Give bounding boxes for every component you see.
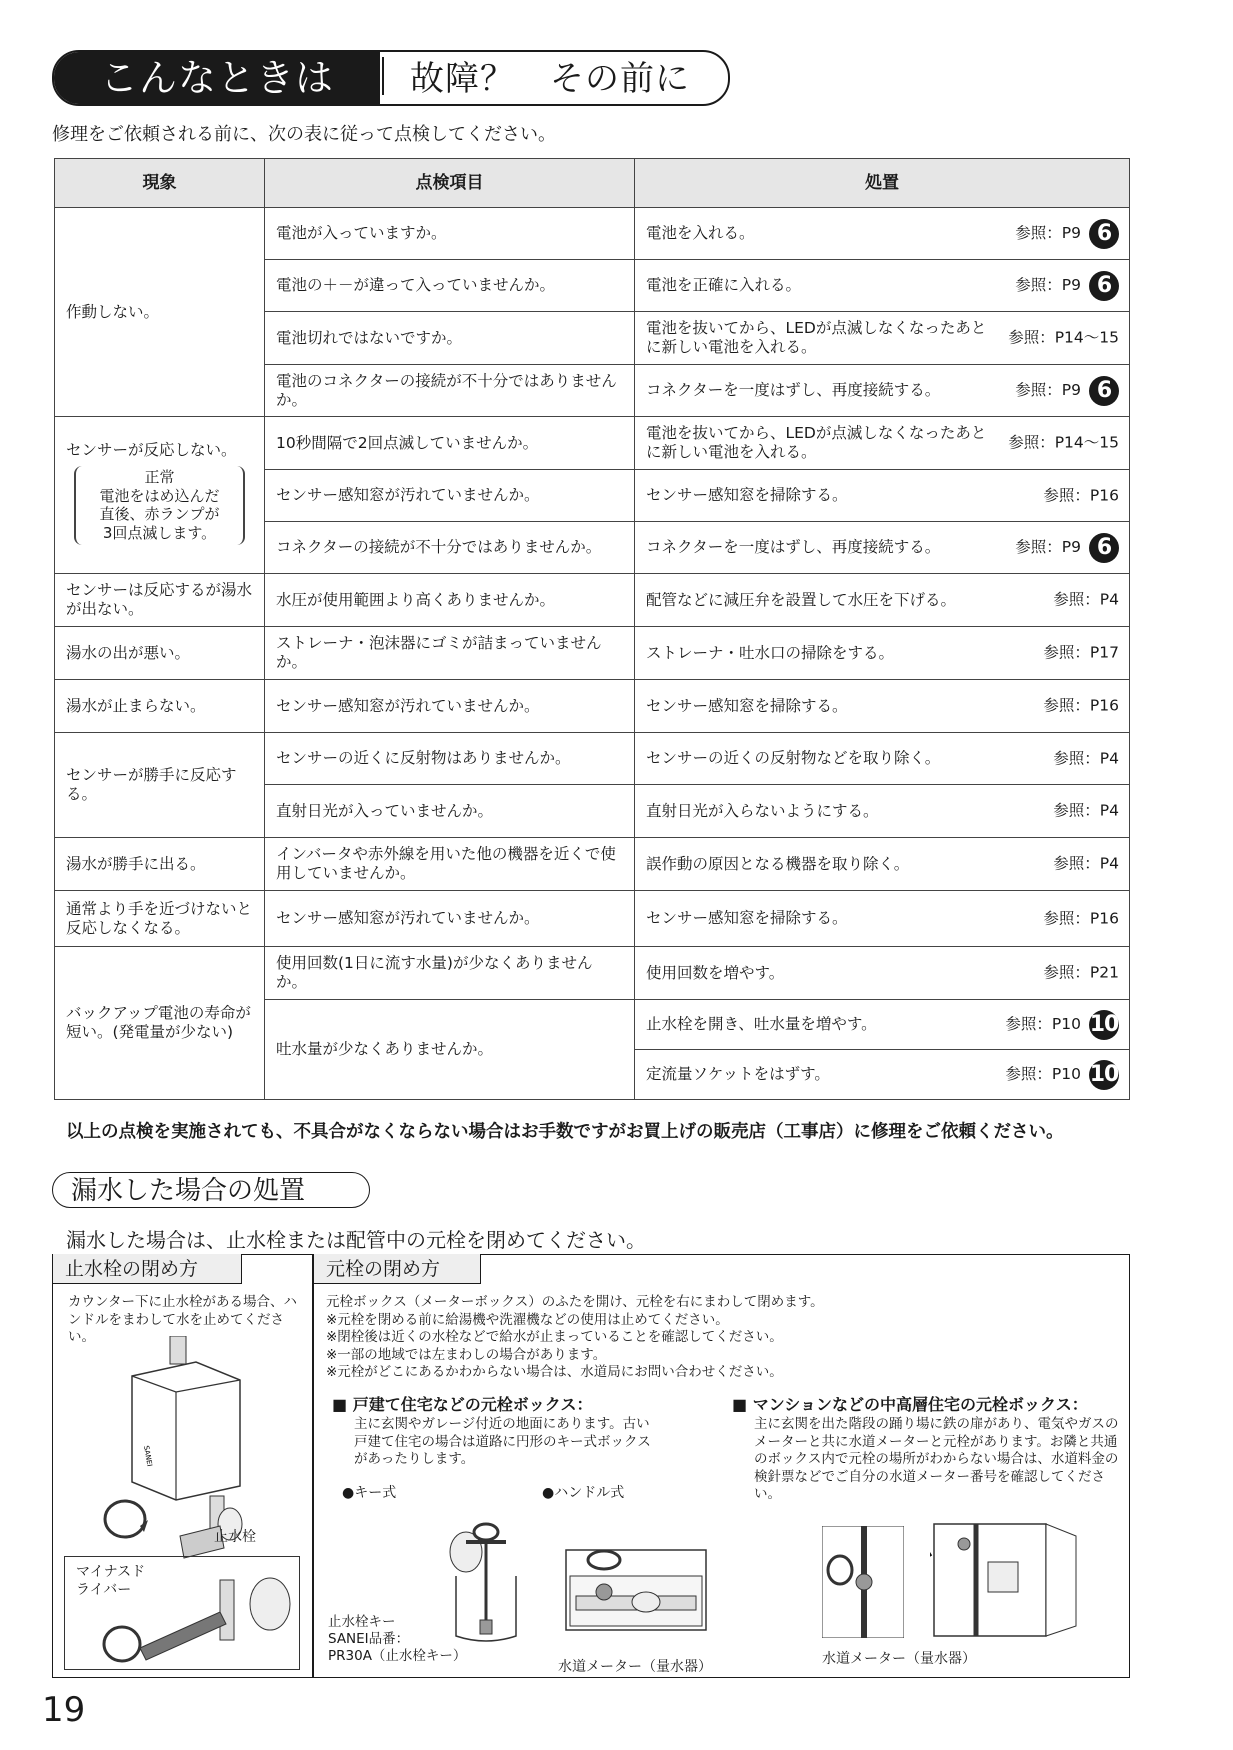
phenomenon-cell: 湯水の出が悪い。	[55, 627, 265, 680]
title-divider	[382, 57, 384, 95]
main-valve-heading: 元栓の閉め方	[313, 1254, 481, 1284]
ref-block	[1008, 434, 1119, 453]
check-cell: 吐水量が少なくありませんか。	[265, 1000, 635, 1100]
ref-block	[1015, 271, 1119, 301]
page-title-banner	[52, 50, 730, 106]
ref-text: 参照：P14～15	[1008, 433, 1119, 452]
action-cell	[635, 208, 1130, 260]
action-cell	[635, 260, 1130, 312]
handle-meter-box-illustration	[556, 1520, 716, 1650]
table-row	[55, 733, 1130, 785]
main-valve-line: ※閉栓後は近くの水栓などで給水が止まっていることを確認してください。	[326, 1329, 783, 1346]
phenomenon-text: センサーが反応しない。	[66, 441, 237, 460]
table-row	[55, 627, 1130, 680]
action-cell	[635, 680, 1130, 733]
ref-text: 参照：P10	[1005, 1065, 1081, 1084]
driver-label: マイナスドライバー	[76, 1564, 146, 1598]
check-cell: 直射日光が入っていませんか。	[265, 785, 635, 838]
handle-type-label: ●ハンドル式	[542, 1485, 625, 1501]
phenomenon-cell: 通常より手を近づけないと反応しなくなる。	[55, 891, 265, 947]
check-cell: コネクターの接続が不十分ではありませんか。	[265, 522, 635, 574]
page-title-sub: 故障？ その前に	[410, 59, 690, 99]
action-cell	[635, 785, 1130, 838]
key-label-line: PR30A（止水栓キー）	[328, 1647, 467, 1664]
ref-text: 参照：P21	[1043, 963, 1119, 982]
check-cell: 電池切れではないですか。	[265, 312, 635, 365]
screwdriver-illustration	[100, 1574, 296, 1666]
step-badge: 10	[1089, 1060, 1119, 1090]
action-text: センサーの近くの反射物などを取り除く。	[646, 749, 941, 768]
main-valve-line: ※一部の地域では左まわしの場合があります。	[326, 1346, 607, 1363]
action-text: 直射日光が入らないようにする。	[646, 801, 879, 820]
action-text: 電池を入れる。	[646, 224, 755, 243]
check-cell: ストレーナ・泡沫器にゴミが詰まっていませんか。	[265, 627, 635, 680]
note-line: 電池をはめ込んだ	[99, 486, 220, 505]
table-header-row	[55, 159, 1130, 208]
ref-block	[1053, 802, 1119, 821]
check-cell: センサー感知窓が汚れていませんか。	[265, 470, 635, 522]
meter-label: 水道メーター（量水器）	[558, 1659, 712, 1675]
phenomenon-cell: バックアップ電池の寿命が短い。(発電量が少ない)	[55, 947, 265, 1100]
step-badge: 10	[1089, 1010, 1119, 1040]
leak-box-divider	[312, 1254, 314, 1678]
main-valve-line: 元栓ボックス（メーターボックス）のふたを開け、元栓を右にまわして閉めます。	[326, 1294, 824, 1310]
stop-valve-desc: カウンター下に止水栓がある場合、ハンドルをまわして水を止めてください。	[68, 1294, 297, 1346]
key-label-line: SANEI品番：	[328, 1630, 410, 1647]
table-row	[55, 947, 1130, 1000]
ref-block	[1043, 909, 1119, 928]
table-row	[55, 680, 1130, 733]
check-cell: センサー感知窓が汚れていませんか。	[265, 891, 635, 947]
action-cell	[635, 947, 1130, 1000]
table-row	[55, 417, 1130, 470]
ref-block	[1043, 964, 1119, 983]
action-cell	[635, 574, 1130, 627]
leak-section-title: 漏水した場合の処置	[52, 1172, 370, 1208]
key-label-line: 止水栓キー	[328, 1614, 396, 1630]
action-text: ストレーナ・吐水口の掃除をする。	[646, 643, 895, 662]
action-text: センサー感知窓を掃除する。	[646, 909, 848, 928]
mansion-box-heading: ■ マンションなどの中高層住宅の元栓ボックス：	[732, 1395, 1088, 1414]
phenomenon-cell: センサーが勝手に反応する。	[55, 733, 265, 838]
action-text: コネクターを一度はずし、再度接続する。	[646, 381, 941, 400]
intro-text: 修理をご依頼される前に、次の表に従って点検してください。	[52, 124, 556, 145]
phenomenon-cell: 湯水が勝手に出る。	[55, 838, 265, 891]
page-title-main: こんなときは	[54, 52, 380, 104]
ref-text: 参照：P4	[1053, 590, 1119, 609]
action-cell	[635, 470, 1130, 522]
stop-valve-label: 止水栓	[214, 1529, 256, 1545]
phenomenon-cell: センサーは反応するが湯水が出ない。	[55, 574, 265, 627]
step-badge: 6	[1089, 271, 1119, 301]
ref-text: 参照：P9	[1015, 381, 1081, 400]
action-cell	[635, 733, 1130, 785]
key-label	[328, 1614, 466, 1665]
ref-block	[1015, 219, 1119, 249]
action-text: 誤作動の原因となる機器を取り除く。	[646, 854, 910, 873]
ref-block	[1053, 749, 1119, 768]
step-badge: 6	[1089, 533, 1119, 563]
action-text: センサー感知窓を掃除する。	[646, 696, 848, 715]
rotate-arrow-icon	[100, 1496, 150, 1542]
note-line: 直後、赤ランプが	[99, 505, 220, 524]
ref-text: 参照：P10	[1005, 1015, 1081, 1034]
action-cell	[635, 522, 1130, 574]
ref-block	[1008, 329, 1119, 348]
ref-text: 参照：P4	[1053, 749, 1119, 768]
action-text: 定流量ソケットをはずす。	[646, 1065, 830, 1084]
phenomenon-cell: 湯水が止まらない。	[55, 680, 265, 733]
note-line: 3回点滅します。	[102, 524, 217, 543]
main-valve-desc	[326, 1294, 1116, 1382]
table-row	[55, 891, 1130, 947]
action-text: 使用回数を増やす。	[646, 963, 785, 982]
page-number: 19	[42, 1690, 86, 1730]
action-text: 止水栓を開き、吐水量を増やす。	[646, 1015, 877, 1034]
ref-block	[1053, 591, 1119, 610]
note-line: 正常	[144, 467, 175, 486]
ref-block	[1005, 1010, 1119, 1040]
mansion-box-desc: 主に玄関を出た階段の踊り場に鉄の扉があり、電気やガスのメーターと共に水道メーターと元栓があります。お隣と共通のボックス内で元栓の場所がわからない場合は、水道料金の検針票などでご自分の水道メーター番号を確認してください。	[754, 1416, 1119, 1503]
phenomenon-cell: 作動しない。	[55, 208, 265, 417]
action-cell	[635, 1050, 1130, 1100]
mansion-valve-illustration	[822, 1526, 904, 1638]
check-cell: センサーの近くに反射物はありませんか。	[265, 733, 635, 785]
ref-block	[1015, 533, 1119, 563]
main-valve-line: ※元栓がどこにあるかわからない場合は、水道局にお問い合わせください。	[326, 1364, 783, 1381]
house-box-desc: 主に玄関やガレージ付近の地面にあります。古い戸建て住宅の場合は道路に円形のキー式ボックスがあったりします。	[354, 1416, 651, 1468]
ref-block	[1005, 1060, 1119, 1090]
table-row	[55, 838, 1130, 891]
action-text: 配管などに減圧弁を設置して水圧を下げる。	[646, 590, 957, 609]
action-cell	[635, 365, 1130, 417]
check-cell: 電池の＋－が違って入っていませんか。	[265, 260, 635, 312]
ref-text: 参照：P9	[1015, 538, 1081, 557]
ref-text: 参照：P14～15	[1008, 328, 1119, 347]
house-box-heading: ■ 戸建て住宅などの元栓ボックス：	[332, 1395, 593, 1414]
ref-block	[1015, 376, 1119, 406]
meter-label-mansion: 水道メーター（量水器）	[822, 1651, 976, 1667]
phenomenon-cell	[55, 417, 265, 574]
action-cell	[635, 1000, 1130, 1050]
action-cell	[635, 838, 1130, 891]
check-cell: 水圧が使用範囲より高くありませんか。	[265, 574, 635, 627]
ref-text: 参照：P17	[1043, 643, 1119, 662]
ref-text: 参照：P16	[1043, 696, 1119, 715]
action-cell	[635, 417, 1130, 470]
ref-text: 参照：P4	[1053, 854, 1119, 873]
repair-footnote: 以上の点検を実施されても、不具合がなくならない場合はお手数ですがお買上げの販売店（工事店）に修理をご依頼ください。	[66, 1122, 1064, 1142]
ref-block	[1053, 855, 1119, 874]
action-text: 電池を抜いてから、LEDが点滅しなくなったあとに新しい電池を入れる。	[646, 319, 987, 356]
brand-mark: SANEI	[142, 1444, 154, 1468]
main-valve-line: ※元栓を閉める前に給湯機や洗濯機などの使用は止めてください。	[326, 1311, 729, 1328]
table-row	[55, 208, 1130, 260]
ref-text: 参照：P16	[1043, 486, 1119, 505]
ref-text: 参照：P9	[1015, 224, 1081, 243]
action-cell	[635, 627, 1130, 680]
mansion-box-illustration	[930, 1522, 1080, 1640]
ref-text: 参照：P4	[1053, 801, 1119, 820]
header-check: 点検項目	[265, 159, 635, 208]
header-phenomenon: 現象	[55, 159, 265, 208]
ref-block	[1043, 697, 1119, 716]
action-text: 電池を抜いてから、LEDが点滅しなくなったあとに新しい電池を入れる。	[646, 424, 987, 461]
ref-block	[1043, 486, 1119, 505]
step-badge: 6	[1089, 376, 1119, 406]
table-row	[55, 574, 1130, 627]
stop-valve-heading: 止水栓の閉め方	[52, 1254, 242, 1284]
action-cell	[635, 891, 1130, 947]
ref-text: 参照：P9	[1015, 276, 1081, 295]
check-cell: センサー感知窓が汚れていませんか。	[265, 680, 635, 733]
troubleshooting-table	[54, 158, 1130, 1100]
check-cell: 使用回数(1日に流す水量)が少なくありませんか。	[265, 947, 635, 1000]
check-cell: 10秒間隔で2回点滅していませんか。	[265, 417, 635, 470]
check-cell: インバータや赤外線を用いた他の機器を近くで使用していませんか。	[265, 838, 635, 891]
ref-text: 参照：P16	[1043, 909, 1119, 928]
leak-lead-text: 漏水した場合は、止水栓または配管中の元栓を閉めてください。	[66, 1228, 646, 1252]
check-cell: 電池のコネクターの接続が不十分ではありませんか。	[265, 365, 635, 417]
check-cell: 電池が入っていますか。	[265, 208, 635, 260]
action-text: センサー感知窓を掃除する。	[646, 486, 848, 505]
step-badge: 6	[1089, 219, 1119, 249]
normal-note	[74, 466, 245, 545]
key-type-label: ●キー式	[342, 1485, 397, 1501]
action-text: 電池を正確に入れる。	[646, 276, 802, 295]
action-cell	[635, 312, 1130, 365]
ref-block	[1043, 644, 1119, 663]
header-action: 処置	[635, 159, 1130, 208]
action-text: コネクターを一度はずし、再度接続する。	[646, 538, 941, 557]
